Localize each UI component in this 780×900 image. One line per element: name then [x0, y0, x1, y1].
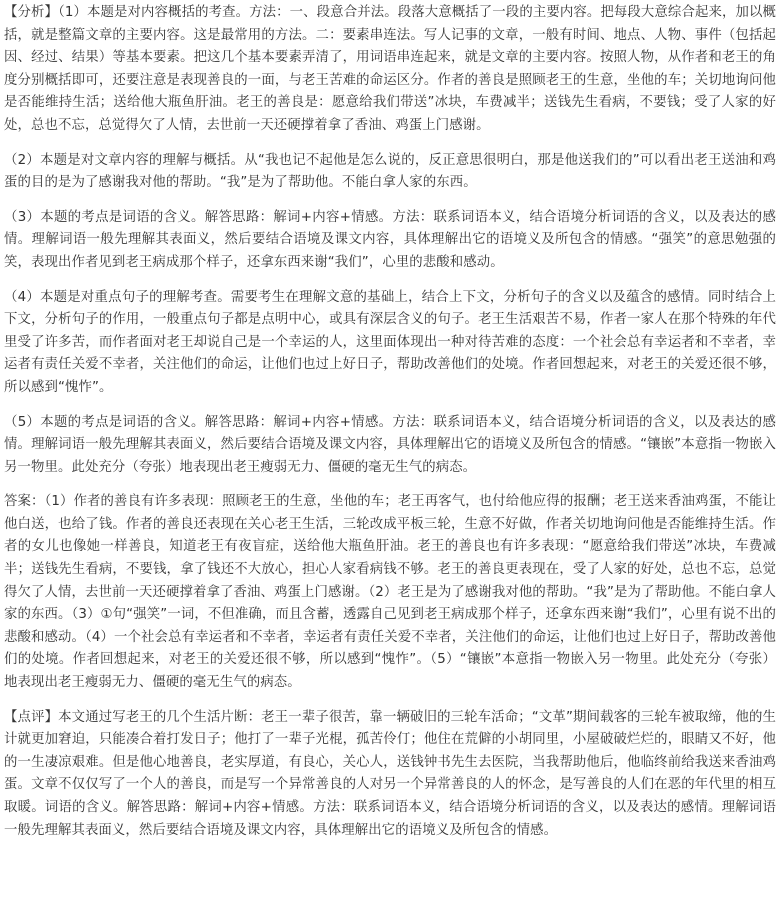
analysis-paragraph-5: （5）本题的考点是词语的含义。解答思路：解词+内容+情感。方法：联系词语本义，结合语境分析词语的含义，以及表达的感情。理解词语一般先理解其表面义，然后要结合语境及课文内容，具体理解出它的语境义及所包含的情感。“镶嵌”本意指一物嵌入另一物里。此处充分（夸张）地表现出老王瘦弱无力、僵硬的毫无生气的病态。: [4, 414, 776, 475]
answer-paragraph: 答案：（1）作者的善良有许多表现：照顾老王的生意，坐他的车；老王再客气，也付给他应得的报酬；老王送来香油鸡蛋，不能让他白送，也给了钱。作者的善良还表现在关心老王生活，三轮改成平板三轮，生意不好做，作者关切地询问他是否能维持生活。作者的女儿也像她一样善良，知道老王有夜盲症，送给他大瓶鱼肝油。老王的善良也有许多表现：“愿意给我们带送”冰块，车费减半；送钱先生看病，不要钱，拿了钱还不大放心，担心人家看病钱不够。老王的善良更表现在，受了人家的好处，总也不忘，总觉得欠了人情，去世前一天还硬撑着拿了香油、鸡蛋上门感谢。（2）老王是为了感谢我对他的帮助。“我”是为了帮助他。不能白拿人家的东西。（3）①句“强笑”一词，不但准确，而且含蓄，透露自己见到老王病成那个样子，还拿东西来谢“我们”，心里有说不出的悲酸和感动。（4）一个社会总有幸运者和不幸者，幸运者有责任关爱不幸者，关注他们的命运，让他们也过上好日子，帮助改善他们的处境。作者回想起来，对老王的关爱还很不够，所以感到“愧怍”。（5）“镶嵌”本意指一物嵌入另一物里。此处充分（夸张）地表现出老王瘦弱无力、僵硬的毫无生气的病态。: [4, 494, 776, 691]
analysis-paragraph-3: （3）本题的考点是词语的含义。解答思路：解词+内容+情感。方法：联系词语本义，结合语境分析词语的含义，以及表达的感情。理解词语一般先理解其表面义，然后要结合语境及课文内容，具体理解出它的语境义及所包含的情感。“强笑”的意思勉强的笑，表现出作者见到老王病成那个样子，还拿东西来谢“我们”，心里的悲酸和感动。: [4, 209, 776, 270]
analysis-paragraph-1: 【分析】（1）本题是对内容概括的考查。方法：一、段意合并法。段落大意概括了一段的主要内容。把每段大意综合起来，加以概括，就是整篇文章的主要内容。这是最常用的方法。二：要素串连法。写人记事的文章，一般有时间、地点、人物、事件（包括起因、经过、结果）等基本要素。把这几个基本要素弄清了，用词语串连起来，就是文章的主要内容。按照人物，从作者和老王的角度分别概括即可，还要注意是表现善良的一面，与老王苦难的命运区分。作者的善良是照顾老王的生意，坐他的车；关切地询问他是否能维持生活；送给他大瓶鱼肝油。老王的善良是：愿意给我们带送”冰块，车费减半；送钱先生看病，不要钱；受了人家的好处，总也不忘，总觉得欠了人情，去世前一天还硬撑着拿了香油、鸡蛋上门感谢。: [4, 5, 776, 133]
analysis-paragraph-4: （4）本题是对重点句子的理解考查。需要考生在理解文意的基础上，结合上下文，分析句子的含义以及蕴含的感情。同时结合上下文，分析句子的作用，一般重点句子都是点明中心，或具有深层含义的句子。老王生活艰苦不易，作者一家人在那个特殊的年代里受了许多苦，而作者面对老王却说自己是一个幸运的人，这里面体现出一种对待苦难的态度：一个社会总有幸运者和不幸者，幸运者有责任关爱不幸者，关注他们的命运，让他们也过上好日子，帮助改善他们的处境。作者回想起来，对老王的关爱还很不够，所以感到“愧怍”。: [4, 289, 776, 395]
analysis-paragraph-2: （2）本题是对文章内容的理解与概括。从“我也记不起他是怎么说的，反正意思很明白，那是他送我们的”可以看出老王送油和鸡蛋的目的是为了感谢我对他的帮助。“我”是为了帮助他。不能白拿人家的东西。: [4, 152, 776, 191]
comment-paragraph: 【点评】本文通过写老王的几个生活片断：老王一辈子很苦，靠一辆破旧的三轮车活命；“文革”期间载客的三轮车被取缔，他的生计就更加窘迫，只能凑合着打发日子；他打了一辈子光棍，孤苦伶仃；他住在荒僻的小胡同里，小屋破破烂烂的，眼睛又不好，他的一生凄凉艰难。但是他心地善良，老实厚道，有良心，关心人，送钱钟书先生去医院，当我帮助他后，他临终前给我送来香油鸡蛋。文章不仅仅写了一个人的善良，而是写一个异常善良的人对另一个异常善良的人的怀念，是写善良的人们在恶的年代里的相互取暖。词语的含义。解答思路：解词+内容+情感。方法：联系词语本义，结合语境分析词语的含义，以及表达的感情。理解词语一般先理解其表面义，然后要结合语境及课文内容，具体理解出它的语境义及所包含的情感。: [4, 709, 776, 838]
